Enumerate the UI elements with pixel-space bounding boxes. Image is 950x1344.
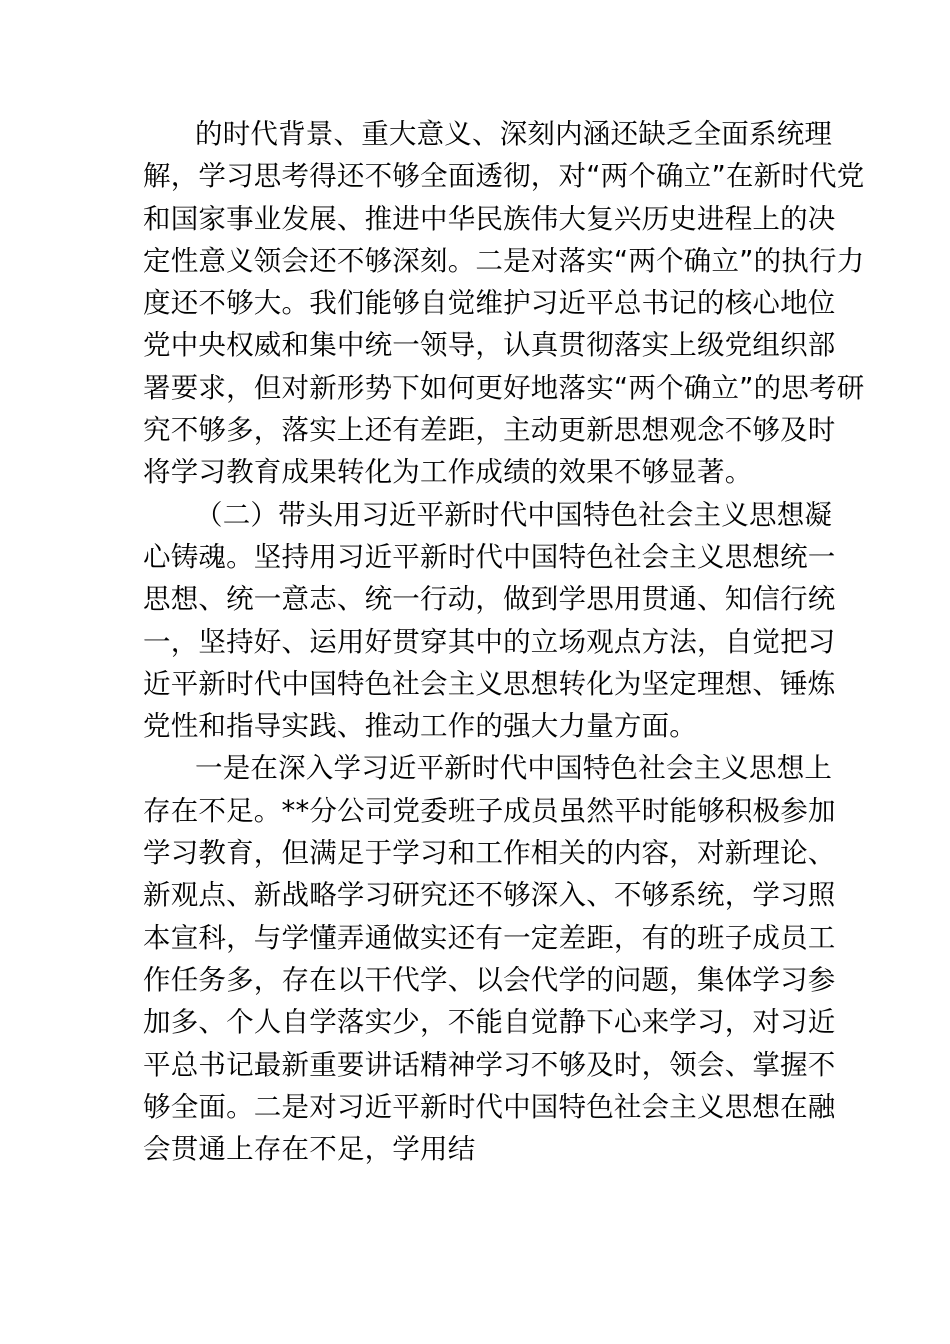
- text-line: 一，坚持好、运用好贯穿其中的立场观点方法，自觉把习: [143, 625, 836, 658]
- text-line: 新观点、新战略学习研究还不够深入、不够系统，学习照: [143, 879, 836, 912]
- text-line: 度还不够大。我们能够自觉维护习近平总书记的核心地位: [143, 287, 836, 320]
- text-line: 定性意义领会还不够深刻。二是对落实“两个确立”的执行力: [143, 244, 865, 277]
- text-line: 党性和指导实践、推动工作的强大力量方面。: [143, 710, 697, 743]
- text-line: 会贯通上存在不足，学用结: [143, 1133, 476, 1166]
- body-text: [143, 113, 865, 1170]
- text-line: 近平新时代中国特色社会主义思想转化为坚定理想、锤炼: [143, 667, 836, 700]
- text-line: 和国家事业发展、推进中华民族伟大复兴历史进程上的决: [143, 202, 836, 235]
- text-line: 解，学习思考得还不够全面透彻，对“两个确立”在新时代党: [143, 160, 865, 193]
- text-line: 平总书记最新重要讲话精神学习不够及时，领会、掌握不: [143, 1048, 836, 1081]
- text-line: 够全面。二是对习近平新时代中国特色社会主义思想在融: [143, 1090, 836, 1123]
- text-line: 究不够多，落实上还有差距，主动更新思想观念不够及时: [143, 414, 836, 447]
- text-line: 的时代背景、重大意义、深刻内涵还缺乏全面系统理: [195, 118, 833, 150]
- text-line: 一是在深入学习近平新时代中国特色社会主义思想上: [195, 752, 833, 785]
- text-line: 将学习教育成果转化为工作成绩的效果不够显著。: [143, 456, 753, 489]
- text-line: 加多、个人自学落实少，不能自觉静下心来学习，对习近: [143, 1006, 836, 1039]
- text-line: 学习教育，但满足于学习和工作相关的内容，对新理论、: [143, 837, 836, 870]
- text-line: 心铸魂。坚持用习近平新时代中国特色社会主义思想统一: [143, 540, 836, 573]
- text-line: 署要求，但对新形势下如何更好地落实“两个确立”的思考研: [143, 371, 865, 404]
- text-line: 存在不足。**分公司党委班子成员虽然平时能够积极参加: [143, 794, 836, 827]
- text-line: 党中央权威和集中统一领导，认真贯彻落实上级党组织部: [143, 329, 836, 362]
- text-line: 作任务多，存在以干代学、以会代学的问题，集体学习参: [143, 963, 836, 996]
- text-line: 本宣科，与学懂弄通做实还有一定差距，有的班子成员工: [143, 921, 836, 954]
- text-line: 思想、统一意志、统一行动，做到学思用贯通、知信行统: [143, 583, 836, 616]
- section-heading-line: （二）带头用习近平新时代中国特色社会主义思想凝: [195, 498, 833, 531]
